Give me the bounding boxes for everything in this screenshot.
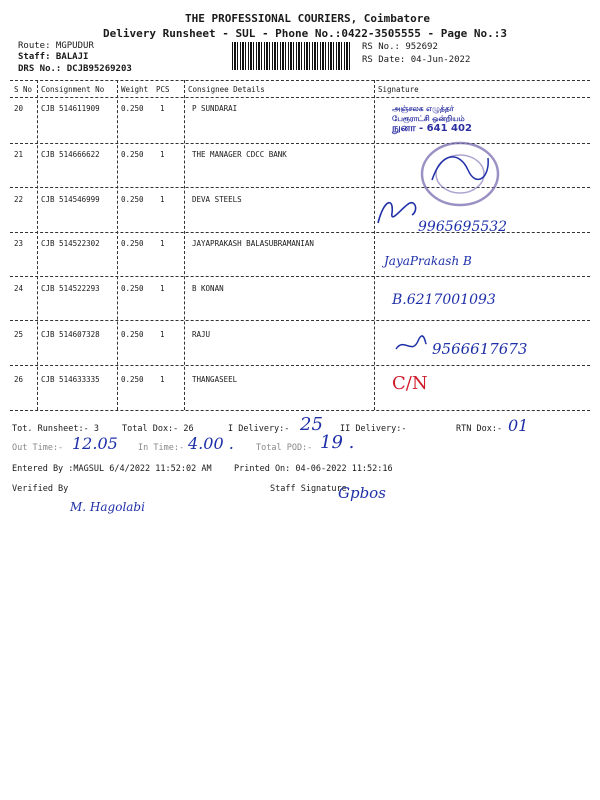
cancelled-mark: C/N (392, 373, 428, 394)
row-sno: 25 (14, 330, 24, 339)
signature-phone-22: 9965695532 (418, 219, 508, 235)
row-consignment: CJB 514522302 (41, 239, 100, 248)
total-pod-value: 19 . (320, 432, 355, 453)
row-rule (10, 365, 590, 366)
row-weight: 0.250 (121, 284, 144, 293)
column-rule (117, 80, 118, 410)
runsheet-subtitle: Delivery Runsheet - SUL - Phone No.:0422-3505555 - Page No.:3 (103, 27, 507, 40)
row-consignee: P SUNDARAI (192, 104, 238, 113)
row-pcs: 1 (160, 330, 165, 339)
row-pcs: 1 (160, 150, 165, 159)
bank-seal-stamp (418, 140, 504, 212)
staff-signature: Gpbos (338, 484, 386, 502)
post-office-stamp (392, 104, 497, 134)
table-header-rule (10, 97, 590, 98)
col-header-sno: S No (14, 85, 33, 94)
row-consignment: CJB 514546999 (41, 195, 100, 204)
row-consignee: JAYAPRAKASH BALASUBRAMANIAN (192, 239, 314, 248)
row-rule (10, 320, 590, 321)
row-pcs: 1 (160, 239, 165, 248)
row-pcs: 1 (160, 284, 165, 293)
row-pcs: 1 (160, 195, 165, 204)
row-consignee: THANGASEEL (192, 375, 238, 384)
row-consignee: RAJU (192, 330, 211, 339)
column-rule (184, 80, 185, 410)
signature-scribble (394, 333, 428, 359)
row-weight: 0.250 (121, 330, 144, 339)
column-rule (374, 80, 375, 410)
entered-by: Entered By :MAGSUL 6/4/2022 11:52:02 AM (12, 464, 212, 474)
signature-scribble (372, 193, 422, 231)
total-dox: Total Dox:- 26 (122, 424, 194, 434)
col-header-weight: Weight (121, 85, 149, 94)
row-rule (10, 276, 590, 277)
rtn-dox-label: RTN Dox:- (456, 424, 503, 434)
verified-by-label: Verified By (12, 484, 69, 494)
table-top-rule (10, 80, 590, 81)
drs-number: DRS No.: DCJB95269203 (18, 64, 132, 74)
staff-label: Staff: BALAJI (18, 52, 89, 62)
second-delivery-label: II Delivery:- (340, 424, 407, 434)
signature-phone-24: B.6217001093 (392, 292, 496, 308)
table-bottom-rule (10, 410, 590, 411)
row-consignee: B KONAN (192, 284, 224, 293)
row-sno: 23 (14, 239, 24, 248)
row-sno: 21 (14, 150, 24, 159)
in-time-value: 4.00 . (188, 434, 234, 453)
total-pod-label: Total POD:- (256, 443, 313, 453)
row-weight: 0.250 (121, 239, 144, 248)
row-consignment: CJB 514666622 (41, 150, 100, 159)
col-header-consignee: Consignee Details (188, 85, 265, 94)
col-header-consignment: Consignment No (41, 85, 105, 94)
row-consignment: CJB 514607328 (41, 330, 100, 339)
row-consignment: CJB 514522293 (41, 284, 100, 293)
stamp-line: பேரூராட்சி ஒன்றியம் (392, 114, 465, 123)
stamp-line: நுனா - 641 402 (392, 123, 472, 134)
route-label: Route: MGPUDUR (18, 41, 94, 51)
row-sno: 22 (14, 195, 24, 204)
row-weight: 0.250 (121, 150, 144, 159)
column-rule (37, 80, 38, 410)
row-pcs: 1 (160, 375, 165, 384)
col-header-signature: Signature (378, 85, 419, 94)
row-weight: 0.250 (121, 104, 144, 113)
row-consignee: THE MANAGER CDCC BANK (192, 150, 287, 159)
row-sno: 20 (14, 104, 24, 113)
company-title: THE PROFESSIONAL COURIERS, Coimbatore (185, 12, 431, 25)
signature-name-23: JayaPrakash B (384, 254, 472, 268)
row-sno: 24 (14, 284, 24, 293)
signature-phone-25: 9566617673 (432, 340, 528, 358)
total-runsheet: Tot. Runsheet:- 3 (12, 424, 99, 434)
verified-by-signature: M. Hagolabi (70, 500, 145, 514)
first-delivery-label: I Delivery:- (228, 424, 290, 434)
printed-on: Printed On: 04-06-2022 11:52:16 (234, 464, 393, 474)
rtn-dox-count: 01 (508, 416, 529, 435)
row-weight: 0.250 (121, 195, 144, 204)
staff-signature-label: Staff Signature (270, 484, 347, 494)
rs-number: RS No.: 952692 (362, 42, 438, 52)
row-consignment: CJB 514633335 (41, 375, 100, 384)
row-weight: 0.250 (121, 375, 144, 384)
stamp-line: அஞ்சலக எழுத்தர் (392, 104, 454, 113)
row-consignee: DEVA STEELS (192, 195, 242, 204)
first-delivery-count: 25 (300, 414, 323, 435)
out-time-label: Out Time:- (12, 443, 64, 453)
row-consignment: CJB 514611909 (41, 104, 100, 113)
out-time-value: 12.05 (72, 434, 118, 453)
col-header-pcs: PCS (156, 85, 170, 94)
barcode (232, 42, 352, 70)
row-sno: 26 (14, 375, 24, 384)
rs-date: RS Date: 04-Jun-2022 (362, 55, 471, 65)
in-time-label: In Time:- (138, 443, 185, 453)
row-pcs: 1 (160, 104, 165, 113)
